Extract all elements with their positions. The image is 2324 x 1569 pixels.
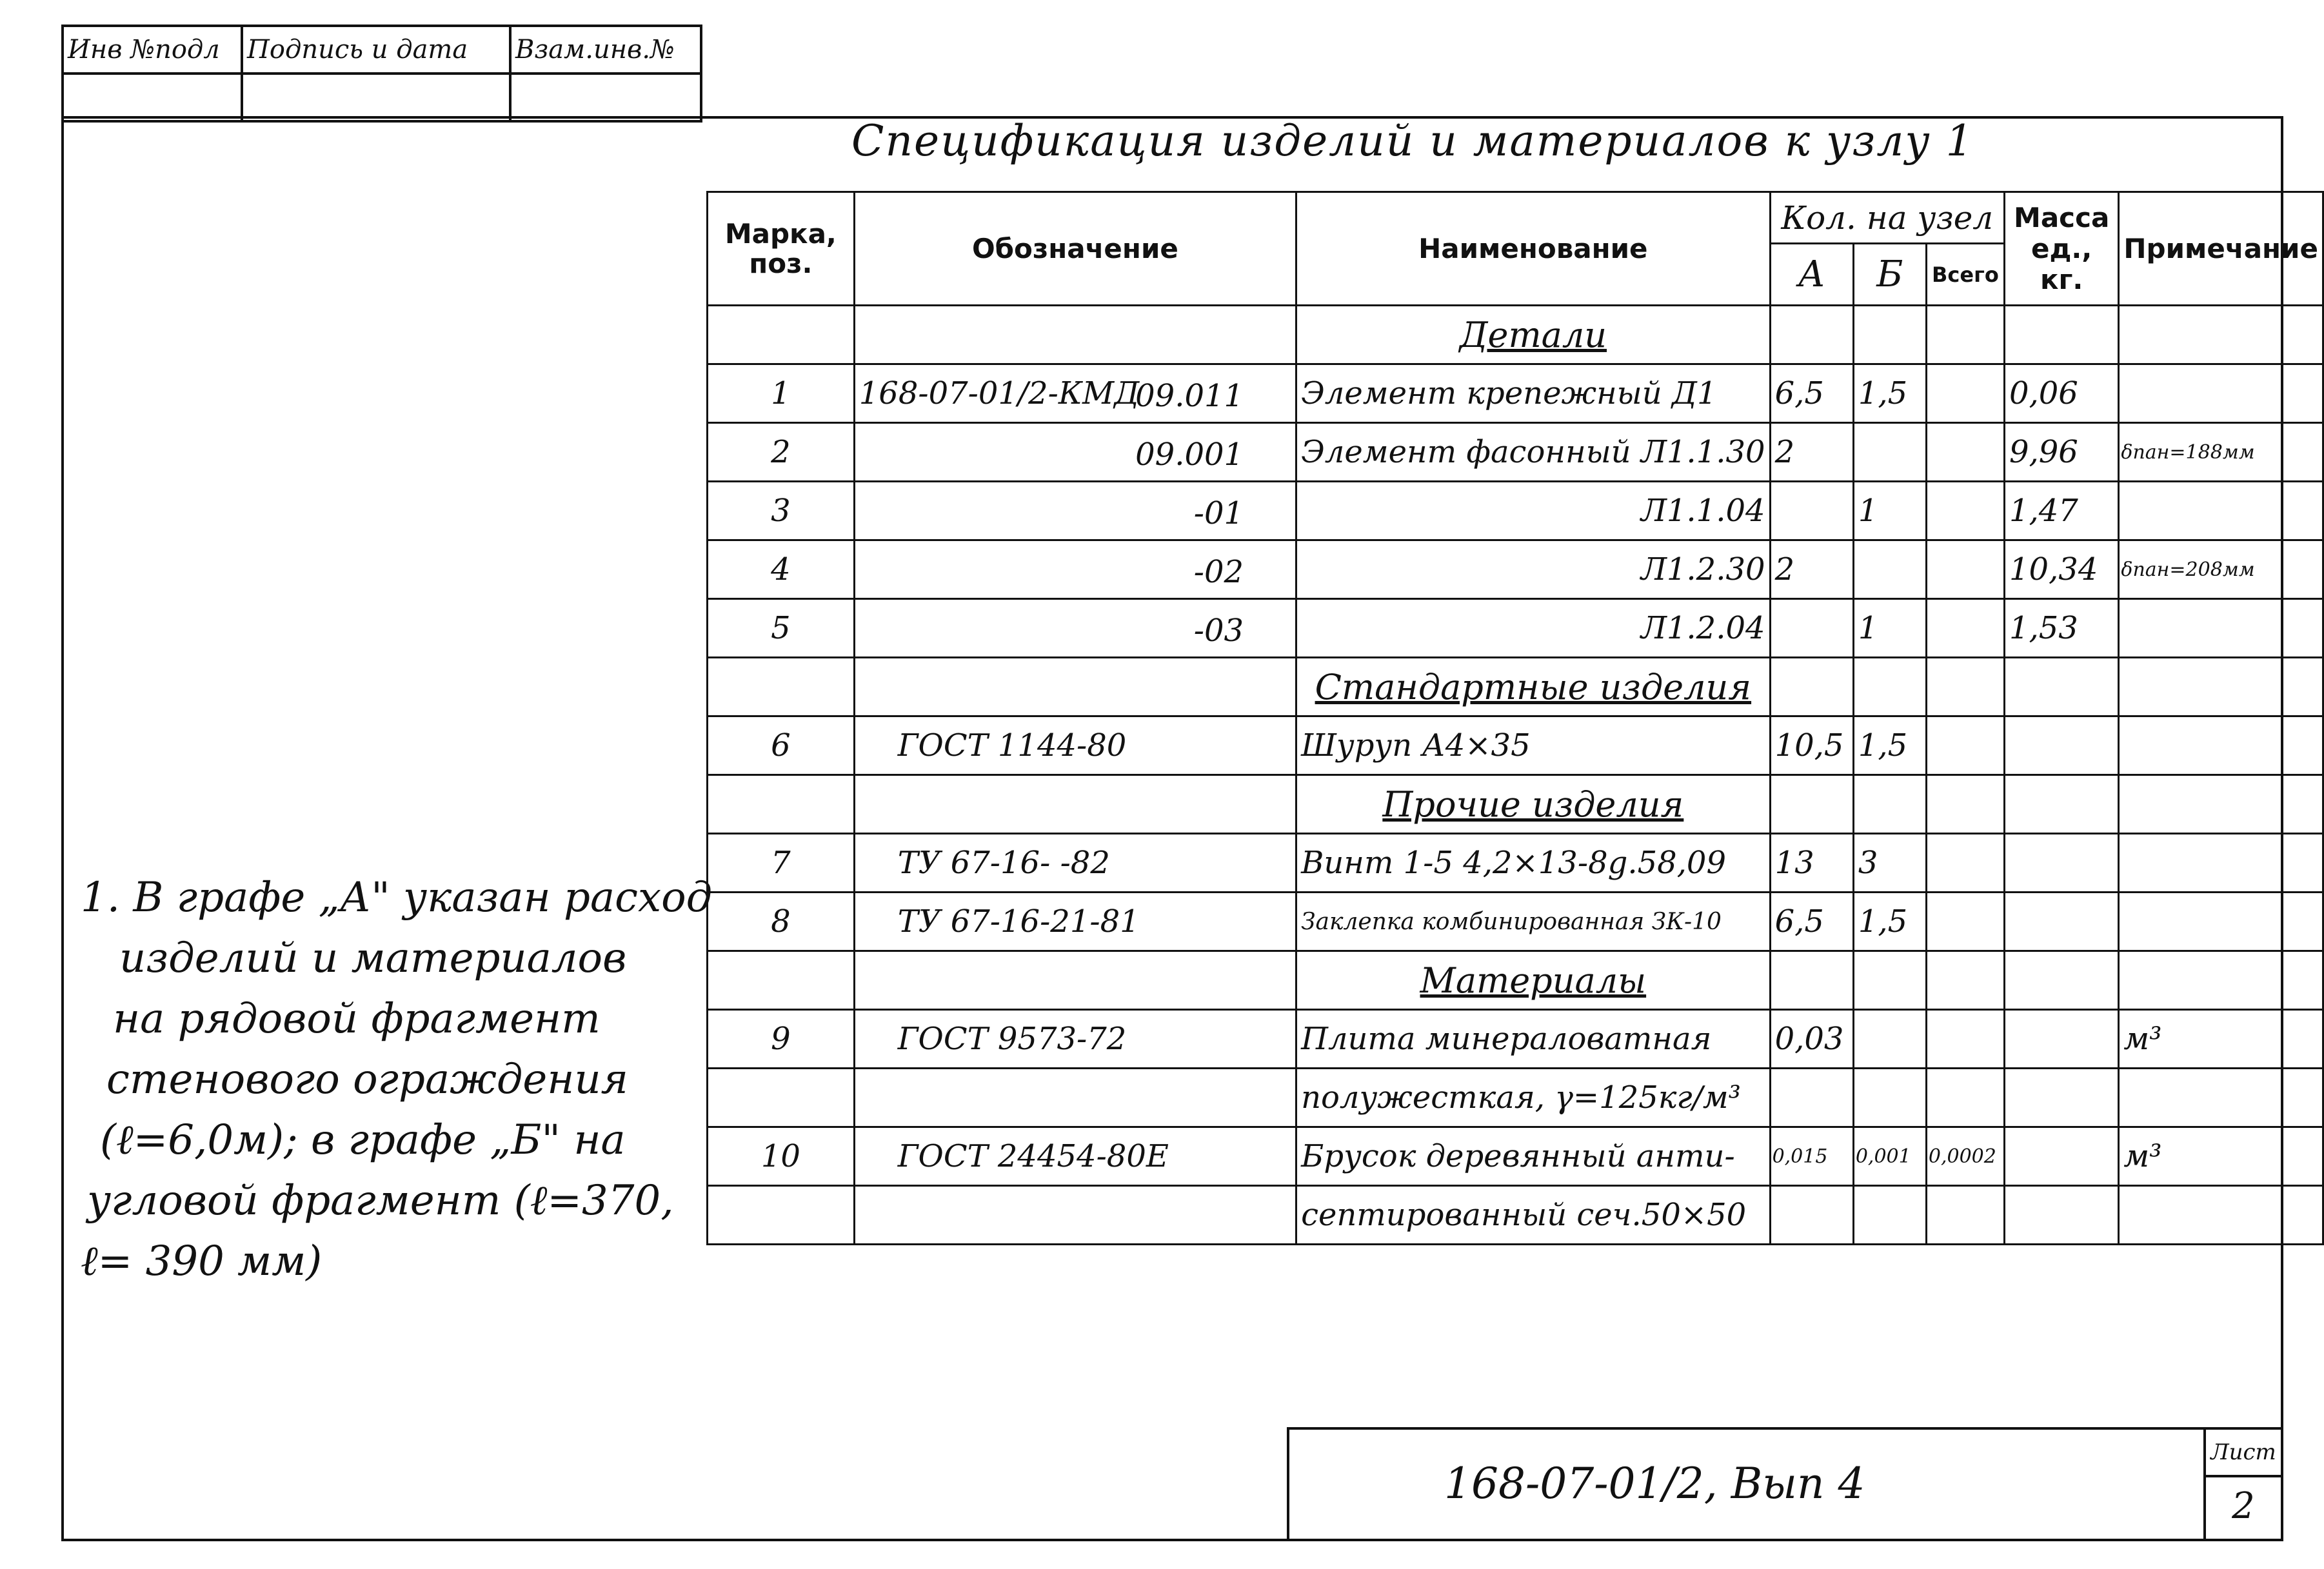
mark-cell: 10 (708, 1127, 855, 1186)
qty-b-cell: 1,5 (1853, 716, 1926, 775)
mass-cell (2004, 1186, 2118, 1245)
designation-right: 09.001 (1135, 437, 1244, 473)
mark-cell (708, 1069, 855, 1127)
qty-b-cell (1853, 1186, 1926, 1245)
table-row (708, 1127, 2323, 1186)
designation-cell (854, 1010, 1296, 1069)
general-note (81, 867, 713, 1292)
designation-cell (854, 775, 1296, 834)
qty-b-cell: 1,5 (1853, 364, 1926, 423)
note-cell (2119, 599, 2323, 658)
note-line: 1. В графе „А" указан расход (81, 874, 713, 922)
table-row (708, 1186, 2323, 1245)
qty-b-cell (1853, 775, 1926, 834)
qty-a-cell: 13 (1770, 834, 1853, 893)
header-name: Наименование (1296, 192, 1770, 306)
designation-cell (854, 540, 1296, 599)
designation-cell (854, 599, 1296, 658)
mass-cell: 1,47 (2004, 482, 2118, 540)
designation-left: ГОСТ 1144-80 (897, 727, 1127, 764)
replace-label: Взам.инв.№ (510, 26, 701, 74)
header-qty: Кол. на узел (1770, 192, 2004, 244)
mark-cell (708, 1186, 855, 1245)
table-row (708, 599, 2323, 658)
table-row (708, 1010, 2323, 1069)
qty-total-cell (1926, 599, 2004, 658)
name-cell: Л1.2.30 (1296, 540, 1770, 599)
mass-cell (2004, 1069, 2118, 1127)
note-line: (ℓ=6,0м); в графе „Б" на (100, 1116, 626, 1164)
mark-cell (708, 658, 855, 716)
note-cell (2119, 1069, 2323, 1127)
mass-cell (2004, 1010, 2118, 1069)
designation-right: 09.011 (1135, 378, 1244, 414)
qty-b-cell (1853, 658, 1926, 716)
approval-stamp (61, 25, 702, 123)
designation-left: ТУ 67-16-21-81 (897, 903, 1140, 940)
name-cell: септированный сеч.50×50 (1296, 1186, 1770, 1245)
drawing-code: 168-07-01/2, Вып 4 (1444, 1459, 1865, 1508)
qty-a-cell (1770, 306, 1853, 364)
mark-cell: 5 (708, 599, 855, 658)
qty-total-cell: 0,0002 (1926, 1127, 2004, 1186)
title-block (1287, 1427, 2283, 1541)
name-cell: Элемент фасонный Л1.1.30 (1296, 423, 1770, 482)
designation-left (859, 434, 898, 470)
mark-cell: 8 (708, 893, 855, 951)
qty-a-cell (1770, 1069, 1853, 1127)
table-row (708, 1069, 2323, 1127)
qty-total-cell (1926, 716, 2004, 775)
header-qty-b: Б (1853, 244, 1926, 306)
note-cell (2119, 951, 2323, 1010)
qty-a-cell: 0,015 (1770, 1127, 1853, 1186)
designation-left (859, 551, 898, 587)
note-cell (2119, 306, 2323, 364)
mark-cell: 9 (708, 1010, 855, 1069)
mark-cell (708, 306, 855, 364)
mark-cell: 3 (708, 482, 855, 540)
mass-cell: 1,53 (2004, 599, 2118, 658)
note-cell (2119, 364, 2323, 423)
designation-right: -02 (1193, 554, 1244, 590)
section-title: Детали (1296, 306, 1770, 364)
header-mass: Масса ед., кг. (2004, 192, 2118, 306)
qty-total-cell (1926, 658, 2004, 716)
note-line: изделий и материалов (119, 934, 627, 982)
mass-cell (2004, 658, 2118, 716)
note-line: угловой фрагмент (ℓ=370, (87, 1177, 674, 1225)
section-title: Прочие изделия (1296, 775, 1770, 834)
header-qty-total: Всего (1926, 244, 2004, 306)
qty-total-cell (1926, 1186, 2004, 1245)
qty-total-cell (1926, 775, 2004, 834)
note-line: стенового ограждения (106, 1056, 629, 1103)
designation-cell (854, 951, 1296, 1010)
replace-value (510, 74, 701, 121)
note-cell (2119, 1186, 2323, 1245)
qty-b-cell: 3 (1853, 834, 1926, 893)
designation-cell (854, 423, 1296, 482)
qty-b-cell (1853, 540, 1926, 599)
mark-cell (708, 951, 855, 1010)
sheet-label: Лист (2206, 1430, 2281, 1477)
mass-cell: 10,34 (2004, 540, 2118, 599)
mark-cell: 1 (708, 364, 855, 423)
qty-total-cell (1926, 1010, 2004, 1069)
designation-cell (854, 658, 1296, 716)
qty-a-cell: 6,5 (1770, 893, 1853, 951)
designation-right: -03 (1193, 613, 1244, 649)
note-cell (2119, 893, 2323, 951)
designation-left: ГОСТ 24454-80Е (897, 1138, 1169, 1174)
qty-total-cell (1926, 482, 2004, 540)
note-cell: м³ (2119, 1127, 2323, 1186)
mass-cell: 9,96 (2004, 423, 2118, 482)
qty-total-cell (1926, 1069, 2004, 1127)
inv-value (63, 74, 242, 121)
qty-a-cell (1770, 482, 1853, 540)
sheet-number: 2 (2232, 1485, 2255, 1527)
qty-b-cell (1853, 951, 1926, 1010)
mass-cell (2004, 1127, 2118, 1186)
designation-left: ГОСТ 9573-72 (897, 1021, 1127, 1057)
qty-a-cell (1770, 1186, 1853, 1245)
note-cell (2119, 482, 2323, 540)
designation-cell (854, 364, 1296, 423)
mass-cell (2004, 893, 2118, 951)
name-cell: Брусок деревянный анти- (1296, 1127, 1770, 1186)
sheet-box (2203, 1430, 2283, 1541)
note-cell: δпан=208мм (2119, 540, 2323, 599)
section-row (708, 306, 2323, 364)
designation-left (859, 493, 898, 529)
qty-a-cell (1770, 599, 1853, 658)
mass-cell (2004, 951, 2118, 1010)
qty-a-cell (1770, 951, 1853, 1010)
name-cell: полужесткая, γ=125кг/м³ (1296, 1069, 1770, 1127)
name-cell: Элемент крепежный Д1 (1296, 364, 1770, 423)
qty-b-cell (1853, 1069, 1926, 1127)
note-cell (2119, 775, 2323, 834)
designation-left: ТУ 67-16- -82 (897, 845, 1110, 881)
note-cell (2119, 658, 2323, 716)
designation-left (859, 1080, 898, 1116)
specification-table (706, 191, 2324, 1245)
table-row (708, 364, 2323, 423)
name-cell: Плита минераловатная (1296, 1010, 1770, 1069)
mark-cell: 6 (708, 716, 855, 775)
designation-cell (854, 1186, 1296, 1245)
section-title: Стандартные изделия (1296, 658, 1770, 716)
name-cell: Шуруп А4×35 (1296, 716, 1770, 775)
qty-total-cell (1926, 893, 2004, 951)
qty-total-cell (1926, 364, 2004, 423)
qty-b-cell: 0,001 (1853, 1127, 1926, 1186)
qty-b-cell: 1 (1853, 599, 1926, 658)
mass-cell (2004, 716, 2118, 775)
qty-a-cell: 2 (1770, 540, 1853, 599)
header-mark: Марка, поз. (708, 192, 855, 306)
designation-cell (854, 1069, 1296, 1127)
name-cell: Л1.2.04 (1296, 599, 1770, 658)
designation-left (859, 1197, 898, 1233)
section-row (708, 951, 2323, 1010)
mass-cell (2004, 775, 2118, 834)
designation-cell (854, 306, 1296, 364)
header-note: Примечание (2119, 192, 2323, 306)
qty-b-cell (1853, 306, 1926, 364)
name-cell: Л1.1.04 (1296, 482, 1770, 540)
header-row-1 (708, 192, 2323, 244)
qty-a-cell: 10,5 (1770, 716, 1853, 775)
section-row (708, 658, 2323, 716)
designation-cell (854, 716, 1296, 775)
table-row (708, 540, 2323, 599)
note-cell (2119, 716, 2323, 775)
mark-cell (708, 775, 855, 834)
qty-a-cell (1770, 658, 1853, 716)
table-row (708, 423, 2323, 482)
mark-cell: 7 (708, 834, 855, 893)
designation-cell (854, 482, 1296, 540)
note-cell: δпан=188мм (2119, 423, 2323, 482)
designation-cell (854, 834, 1296, 893)
note-cell: м³ (2119, 1010, 2323, 1069)
qty-b-cell: 1 (1853, 482, 1926, 540)
note-line: на рядовой фрагмент (113, 995, 601, 1043)
mass-cell (2004, 306, 2118, 364)
inv-label: Инв №подл (63, 26, 242, 74)
qty-a-cell: 2 (1770, 423, 1853, 482)
qty-a-cell (1770, 775, 1853, 834)
sign-value (242, 74, 510, 121)
sign-label: Подпись и дата (242, 26, 510, 74)
mark-cell: 4 (708, 540, 855, 599)
qty-a-cell: 6,5 (1770, 364, 1853, 423)
name-cell: Заклепка комбинированная ЗК-10 (1296, 893, 1770, 951)
section-title: Материалы (1296, 951, 1770, 1010)
qty-total-cell (1926, 540, 2004, 599)
table-row (708, 893, 2323, 951)
qty-total-cell (1926, 306, 2004, 364)
designation-cell (854, 1127, 1296, 1186)
table-row (708, 834, 2323, 893)
note-line: ℓ= 390 мм) (81, 1238, 323, 1285)
note-cell (2119, 834, 2323, 893)
designation-left: 168-07-01/2-КМД (859, 375, 1140, 411)
section-row (708, 775, 2323, 834)
header-designation: Обозначение (854, 192, 1296, 306)
name-cell: Винт 1-5 4,2×13-8g.58,09 (1296, 834, 1770, 893)
qty-b-cell (1853, 423, 1926, 482)
table-row (708, 716, 2323, 775)
mass-cell (2004, 834, 2118, 893)
mass-cell: 0,06 (2004, 364, 2118, 423)
table-row (708, 482, 2323, 540)
header-qty-a: А (1770, 244, 1853, 306)
designation-left (859, 610, 898, 646)
qty-total-cell (1926, 423, 2004, 482)
designation-right: -01 (1193, 495, 1244, 531)
mark-cell: 2 (708, 423, 855, 482)
designation-cell (854, 893, 1296, 951)
qty-b-cell: 1,5 (1853, 893, 1926, 951)
qty-a-cell: 0,03 (1770, 1010, 1853, 1069)
qty-b-cell (1853, 1010, 1926, 1069)
qty-total-cell (1926, 834, 2004, 893)
page-title: Спецификация изделий и материалов к узлу 1 (851, 116, 1974, 166)
qty-total-cell (1926, 951, 2004, 1010)
